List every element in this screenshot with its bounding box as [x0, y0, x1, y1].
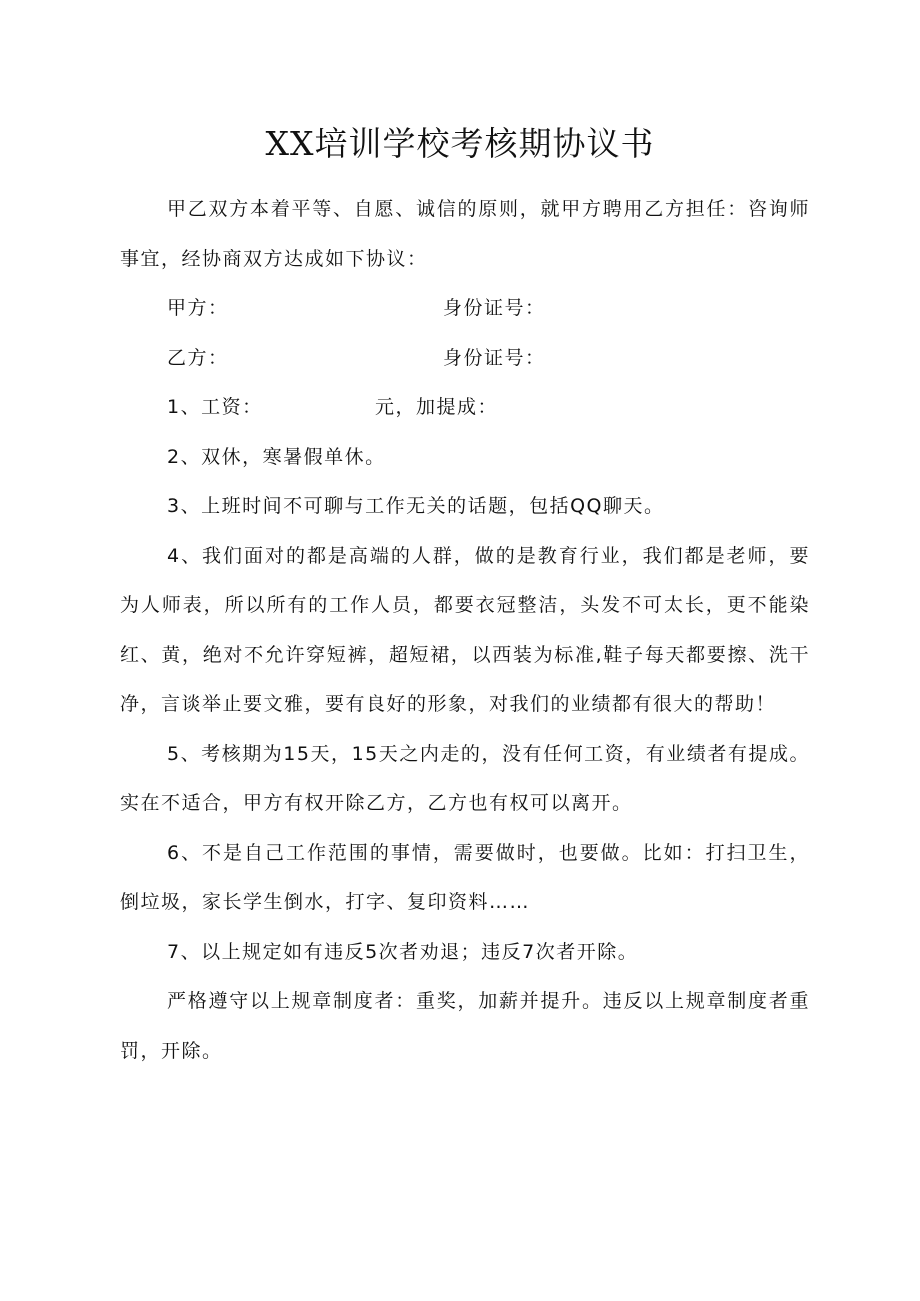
clause-7: 7、以上规定如有违反5次者劝退；违反7次者开除。: [167, 940, 639, 963]
party-a-id-label: 身份证号：: [443, 297, 546, 319]
wage-label: 1、工资：: [167, 396, 263, 418]
document-title: XX培训学校考核期协议书: [265, 124, 655, 163]
clause-2: 2、双休，寒暑假单休。: [167, 445, 386, 468]
wage-suffix: 元，加提成：: [375, 396, 499, 418]
intro-paragraph: 甲乙双方本着平等、自愿、诚信的原则，就甲方聘用乙方担任：咨询师事宜，经协商双方达成如下协议：: [120, 198, 810, 270]
party-a-row: [120, 284, 810, 334]
wage-row: [120, 383, 810, 433]
clause-3: 3、上班时间不可聊与工作无关的话题，包括QQ聊天。: [167, 495, 665, 517]
clause-5: 5、考核期为15天，15天之内走的，没有任何工资，有业绩者有提成。实在不适合，甲方有权开除乙方，乙方也有权可以离开。: [120, 742, 810, 814]
party-b-label: 乙方：: [167, 346, 229, 369]
party-b-id-label: 身份证号：: [443, 346, 546, 369]
document-body: [120, 185, 810, 1076]
clause-6: 6、不是自己工作范围的事情，需要做时，也要做。比如：打扫卫生，倒垃圾，家长学生倒水，打字、复印资料……: [120, 841, 810, 913]
closing-paragraph: 严格遵守以上规章制度者：重奖，加薪并提升。违反以上规章制度者重罚，开除。: [120, 990, 810, 1062]
party-a-label: 甲方：: [167, 297, 229, 319]
clause-4: 4、我们面对的都是高端的人群，做的是教育行业，我们都是老师，要为人师表，所以所有的工作人员，都要衣冠整洁，头发不可太长，更不能染红、黄，绝对不允许穿短裤，超短裙，以西装为标准,鞋子每天都要擦、洗干净，言谈举止要文雅，要有良好的形象，对我们的业绩都有很大的帮助！: [120, 544, 810, 715]
party-b-row: [120, 334, 810, 384]
